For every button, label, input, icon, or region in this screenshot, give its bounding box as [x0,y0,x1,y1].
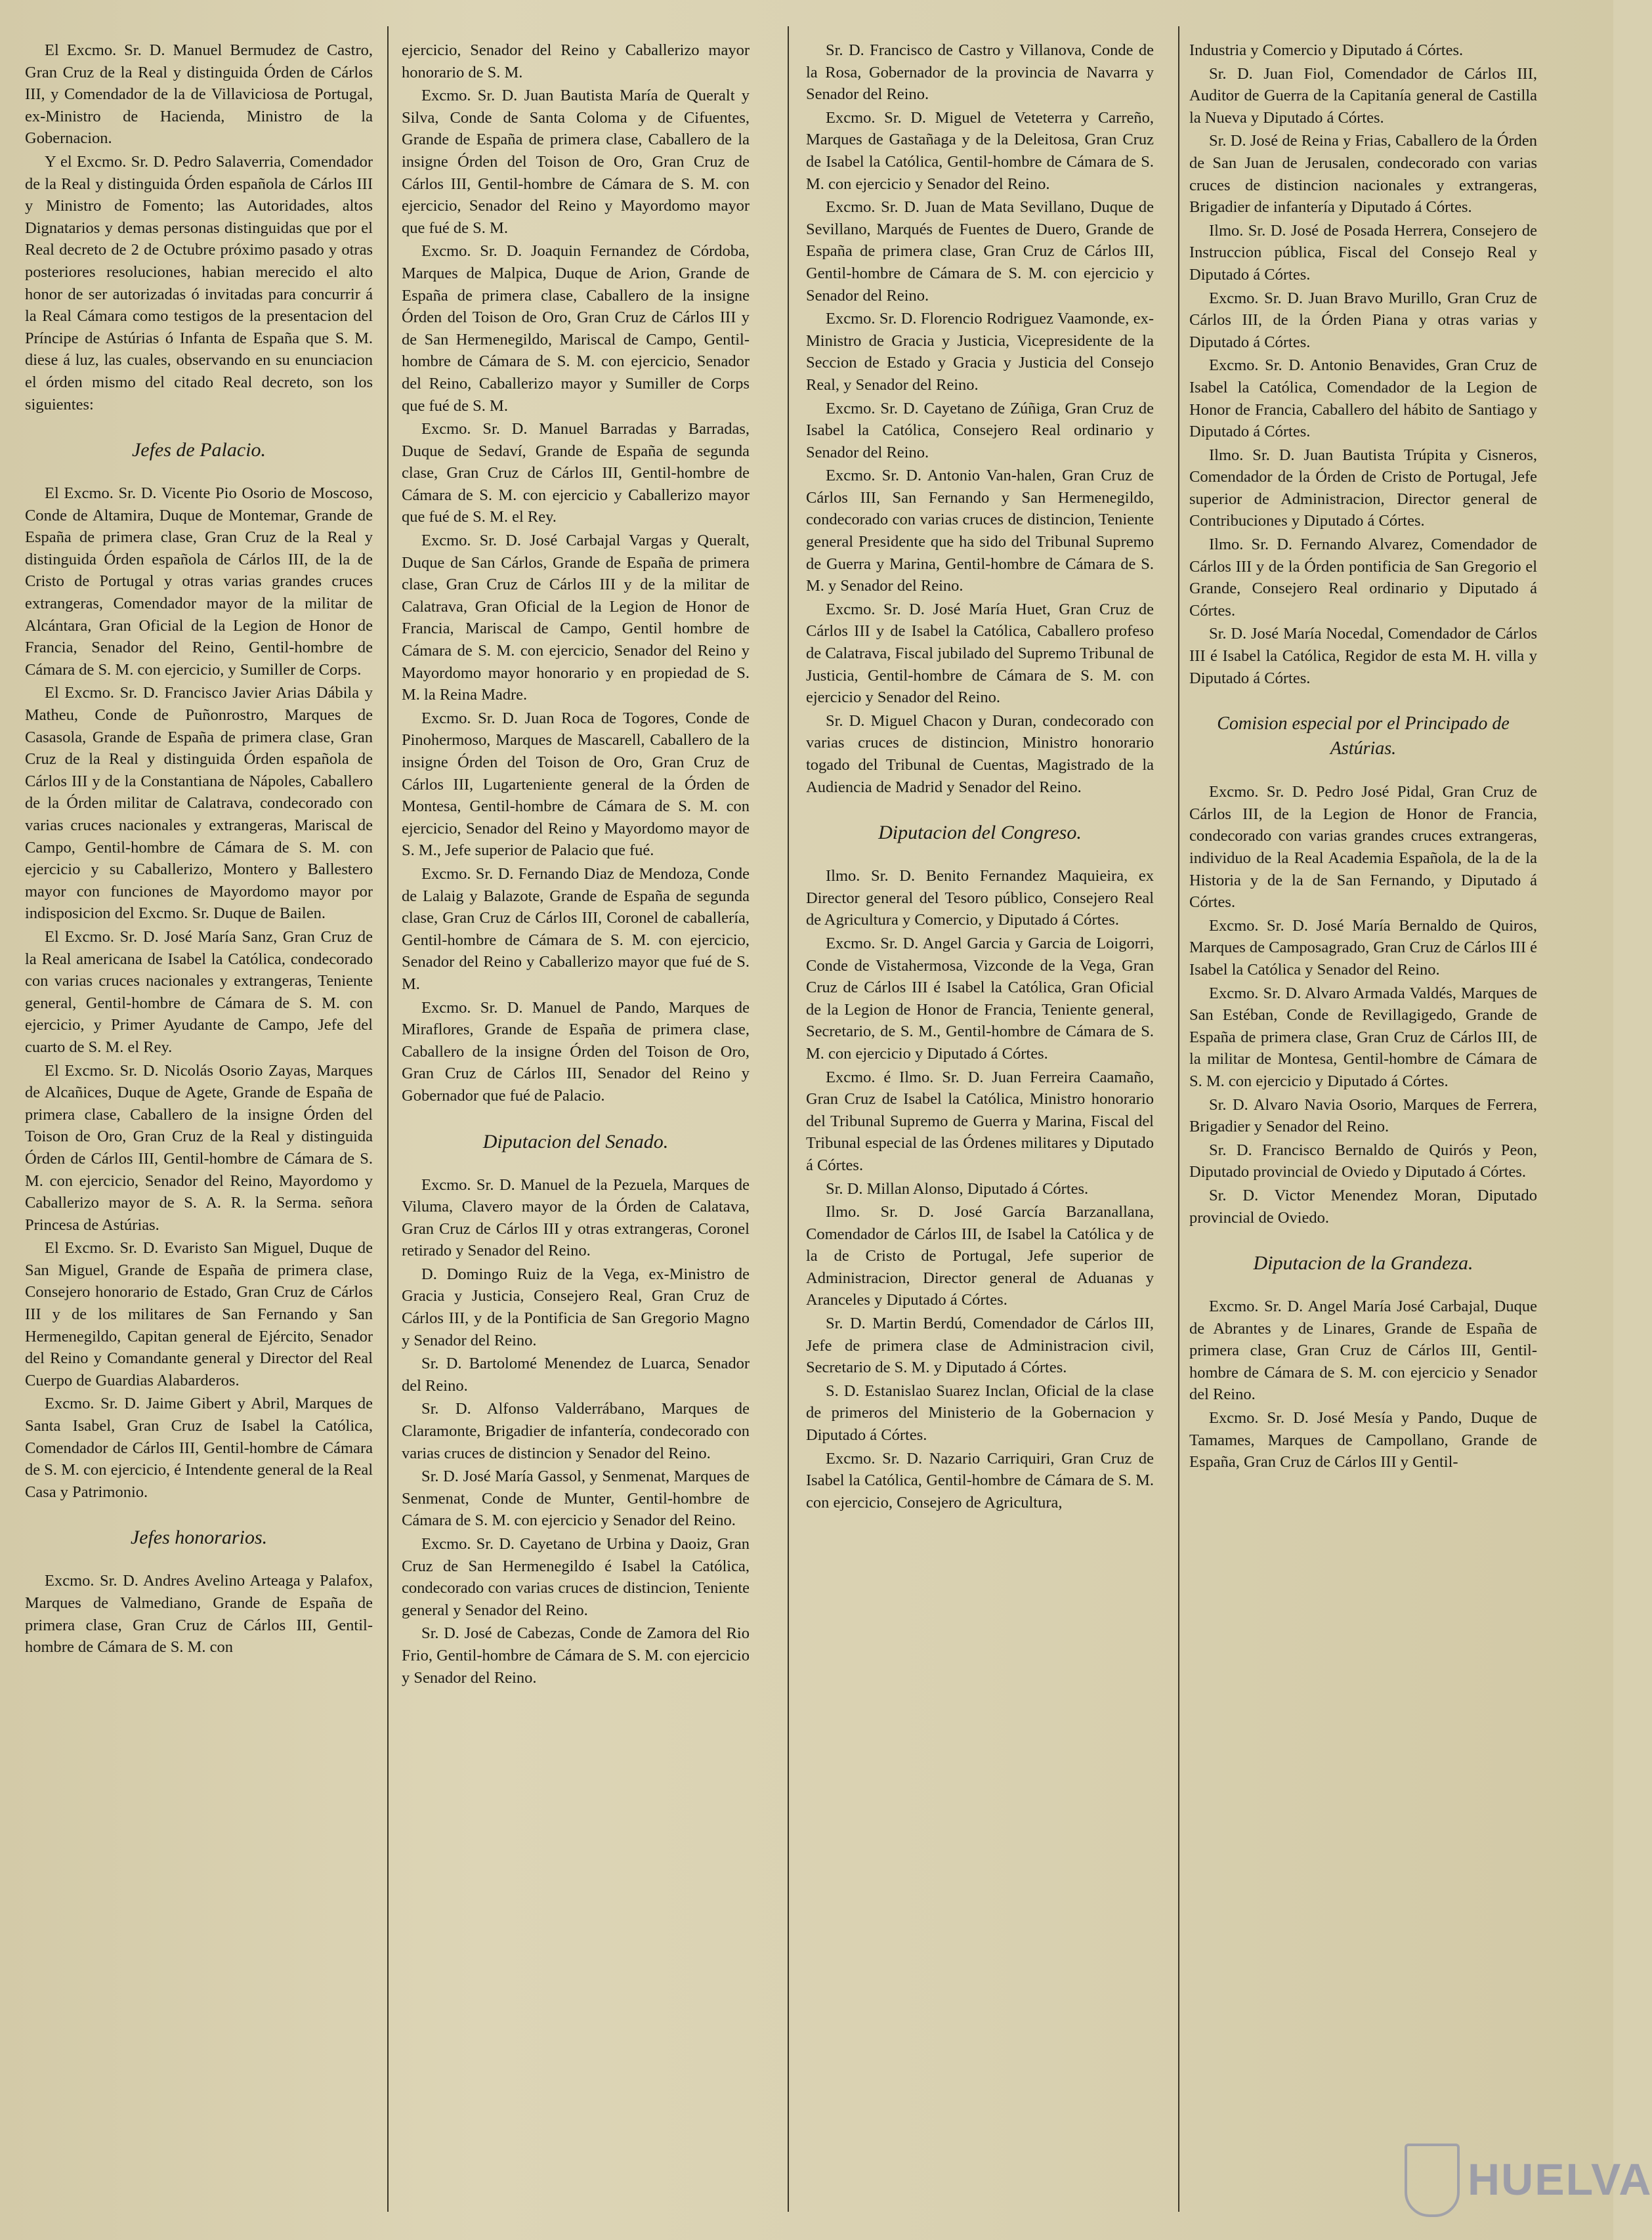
paragraph: Excmo. é Ilmo. Sr. D. Juan Ferreira Caamaño, Gran Cruz de Isabel la Católica, Ministro honorario del Tribunal Supremo de Guerra y Marina, Fiscal del Tribunal especial de las Órdenes militares y Diputado á Córtes. [806,1068,1154,1174]
paragraph: Excmo. Sr. D. Angel Garcia y Garcia de Loigorri, Conde de Vistahermosa, Vizconde de la Vega, Gran Cruz de Cárlos III é Isabel la Católica, Gran Oficial de la Legion de Honor de Francia, Teniente general, Secretario, de S. M., Gentil-hombre de Cámara de S. M. con ejercicio y Diputado á Córtes. [806,934,1154,1063]
paragraph: Ilmo. Sr. D. Benito Fernandez Maquieira, ex Director general del Tesoro público, Consejero Real de Agricultura y Comercio, y Diputado á Córtes. [806,867,1154,929]
paragraph: Ilmo. Sr. D. José García Barzanallana, Comendador de Cárlos III, de Isabel la Católica y de la de Cristo de Portugal, Jefe superior de Administracion, Director general de Aduanas y Aranceles y Diputado á Córtes. [806,1203,1154,1309]
section-heading: Jefes de Palacio. [131,439,266,461]
paragraph: Ilmo. Sr. D. José de Posada Herrera, Consejero de Instruccion pública, Fiscal del Consejo Real y Diputado á Córtes. [1189,221,1537,284]
paragraph: Excmo. Sr. D. Joaquin Fernandez de Córdoba, Marques de Malpica, Duque de Arion, Grande de España de primera clase, Caballero de la insigne Órden del Toison de Oro, Gran Cruz de Cárlos III y de San Hermenegildo, Mariscal de Campo, Gentil-hombre de Cámara de S. M. con ejercicio, Senador del Reino, Caballerizo mayor y Sumiller de Corps que fué de S. M. [402,242,750,415]
shield-icon [1405,2144,1460,2217]
archive-watermark [1405,2138,1652,2224]
paragraph: Excmo. Sr. D. Pedro José Pidal, Gran Cruz de Cárlos III, de la Legion de Honor de Francia, condecorado con varias grandes cruces extrangeras, individuo de la Real Academia Española, de la de la Historia y de la de San Fernando, y Diputado á Córtes. [1189,783,1537,912]
paragraph: Excmo. Sr. D. José María Huet, Gran Cruz de Cárlos III y de Isabel la Católica, Caballero profeso de Calatrava, Fiscal jubilado del Supremo Tribunal de Justicia, Gentil-hombre de Cámara de S. M. con ejercicio y Senador del Reino. [806,600,1154,707]
section-heading: Jefes honorarios. [130,1527,268,1549]
paragraph: Sr. D. José de Reina y Frias, Caballero de la Órden de San Juan de Jerusalen, condecorado con varias cruces de distincion nacionales y extrangeras, Brigadier de infantería y Diputado á Córtes. [1189,132,1537,217]
section-heading: Diputacion del Congreso. [878,822,1082,844]
paragraph: Sr. D. Victor Menendez Moran, Diputado provincial de Oviedo. [1189,1186,1537,1227]
paragraph: Ilmo. Sr. D. Fernando Alvarez, Comendador de Cárlos III y de la Órden pontificia de San Gregorio el Grande, Consejero Real ordinario y Diputado á Córtes. [1189,536,1537,620]
paragraph: Excmo. Sr. D. Nazario Carriquiri, Gran Cruz de Isabel la Católica, Gentil-hombre de Cámara de S. M. con ejercicio, Consejero de Agricultura, [806,1449,1154,1511]
column-3 [806,39,1154,1515]
paragraph: Y el Excmo. Sr. D. Pedro Salaverria, Comendador de la Real y distinguida Órden española de Cárlos III y Ministro de Fomento; las Autoridades, altos Dignatarios y demas personas distinguidas que por el Real decreto de 2 de Octubre próximo pasado y otras posteriores resoluciones, habian merecido el alto honor de ser autorizadas ó invitadas para concurrir á la Real Cámara como testigos de la presentacion del Príncipe de Astúrias ó Infanta de España que S. M. diese á luz, las cuales, observando en su enunciacion el órden mismo del citado Real decreto, son los siguientes: [25,152,373,413]
paragraph: ejercicio, Senador del Reino y Caballerizo mayor honorario de S. M. [402,41,750,81]
section-heading: Diputacion del Senado. [482,1130,669,1152]
paragraph: Excmo. Sr. D. Jaime Gibert y Abril, Marques de Santa Isabel, Gran Cruz de Isabel la Católica, Comendador de Cárlos III, Gentil-hombre de Cámara de S. M. con ejercicio, é Intendente general de la Real Casa y Patrimonio. [25,1395,373,1501]
paragraph: Ilmo. Sr. D. Juan Bautista Trúpita y Cisneros, Comendador de la Órden de Cristo de Portugal, Jefe superior de Administracion, Director general de Contribuciones y Diputado á Córtes. [1189,446,1537,530]
paragraph: Sr. D. Francisco Bernaldo de Quirós y Peon, Diputado provincial de Oviedo y Diputado á Córtes. [1189,1141,1537,1181]
paragraph: Industria y Comercio y Diputado á Córtes. [1189,41,1464,59]
paragraph: Sr. D. Alfonso Valderrábano, Marques de Claramonte, Brigadier de infantería, condecorado con varias cruces de distincion y Senador del Reino. [402,1400,750,1462]
paragraph: S. D. Estanislao Suarez Inclan, Oficial de la clase de primeros del Ministerio de la Gobernacion y Diputado á Córtes. [806,1382,1154,1445]
paragraph: Excmo. Sr. D. Antonio Van-halen, Gran Cruz de Cárlos III, San Fernando y San Hermenegildo, condecorado con varias cruces de distincion, Teniente general Presidente que ha sido del Tribunal Supremo de Guerra y Marina, Gentil-hombre de Cámara de S. M. y Senador del Reino. [806,467,1154,595]
column-2 [402,39,750,1690]
paragraph: Excmo. Sr. D. José Mesía y Pando, Duque de Tamames, Marques de Campollano, Grande de España, Gran Cruz de Cárlos III y Gentil- [1189,1409,1537,1471]
paragraph: Excmo. Sr. D. José Carbajal Vargas y Queralt, Duque de San Cárlos, Grande de España de primera clase, Gran Cruz de Cárlos III y de la militar de Calatrava, Gran Oficial de la Legion de Honor de Francia, Mariscal de Campo, Gentil hombre de Cámara de S. M. con ejercicio, Senador del Reino y Mayordomo mayor honorario y en propiedad de S. M. la Reina Madre. [402,532,750,704]
column-rule [387,26,389,2212]
paragraph: Excmo. Sr. D. Andres Avelino Arteaga y Palafox, Marques de Valmediano, Grande de España de primera clase, Gran Cruz de Cárlos III, Gentil-hombre de Cámara de S. M. con [25,1572,373,1657]
section-heading: Comision especial por el Principado de Astúrias. [1217,713,1510,759]
paragraph: Excmo. Sr. D. Angel María José Carbajal, Duque de Abrantes y de Linares, Grande de España de primera clase, Gran Cruz de Cárlos III, Gentil-hombre de Cámara de S. M. con ejercicio y Senador del Reino. [1189,1298,1537,1404]
paragraph: Sr. D. Bartolomé Menendez de Luarca, Senador del Reino. [402,1355,750,1395]
column-1 [25,39,373,1660]
paragraph: Excmo. Sr. D. Manuel de Pando, Marques de Miraflores, Grande de España de primera clase, Caballero de la insigne Órden del Toison de Oro, Gran Cruz de Cárlos III, Senador del Reino y Gobernador que fué de Palacio. [402,998,750,1105]
paragraph: Excmo. Sr. D. Juan Bravo Murillo, Gran Cruz de Cárlos III, de la Órden Piana y otras varias y Diputado á Córtes. [1189,289,1537,351]
paragraph: El Excmo. Sr. D. Manuel Bermudez de Castro, Gran Cruz de la Real y distinguida Órden de Cárlos III, y Comendador de la de Villaviciosa de Portugal, ex-Ministro de Hacienda, Ministro de la Gobernacion. [25,41,373,148]
paragraph: Sr. D. José María Nocedal, Comendador de Cárlos III é Isabel la Católica, Regidor de esta M. H. villa y Diputado á Córtes. [1189,625,1537,687]
paragraph: Excmo. Sr. D. Alvaro Armada Valdés, Marques de San Estéban, Conde de Revillagigedo, Grande de España de primera clase, Gran Cruz de Cárlos III, de la militar de Montesa, Gentil-hombre de Cámara de S. M. con ejercicio y Diputado á Córtes. [1189,984,1537,1090]
watermark-text: HUELVA [1468,2155,1652,2205]
paragraph: Excmo. Sr. D. Manuel Barradas y Barradas, Duque de Sedaví, Grande de España de segunda clase, Gran Cruz de Cárlos III, Gentil-hombre de Cámara de S. M. con ejercicio y Caballerizo mayor que fué de S. M. el Rey. [402,420,750,526]
paragraph: Excmo. Sr. D. José María Bernaldo de Quiros, Marques de Camposagrado, Gran Cruz de Cárlos III é Isabel la Católica y Senador del Reino. [1189,916,1537,979]
paragraph: D. Domingo Ruiz de la Vega, ex-Ministro de Gracia y Justicia, Consejero Real, Gran Cruz de Cárlos III, y de la Pontificia de San Gregorio Magno y Senador del Reino. [402,1265,750,1349]
paragraph: Sr. D. Miguel Chacon y Duran, condecorado con varias cruces de distincion, Ministro honorario togado del Tribunal de Cuentas, Magistrado de la Audiencia de Madrid y Senador del Reino. [806,711,1154,796]
section-heading: Diputacion de la Grandeza. [1253,1252,1473,1275]
paragraph: Excmo. Sr. D. Cayetano de Urbina y Daoiz, Gran Cruz de San Hermenegildo é Isabel la Católica, condecorado con varias cruces de distincion, Teniente general y Senador del Reino. [402,1535,750,1619]
paragraph: Excmo. Sr. D. Manuel de la Pezuela, Marques de Viluma, Clavero mayor de la Órden de Calatava, Gran Cruz de Cárlos III y otras extrangeras, Coronel retirado y Senador del Reino. [402,1175,750,1260]
paragraph: Excmo. Sr. D. Antonio Benavides, Gran Cruz de Isabel la Católica, Comendador de la Legion de Honor de Francia, Caballero del hábito de Santiago y Diputado á Córtes. [1189,356,1537,441]
paragraph: Excmo. Sr. D. Florencio Rodriguez Vaamonde, ex-Ministro de Gracia y Justicia, Vicepresidente de la Seccion de Estado y Gracia y Justicia del Consejo Real, y Senador del Reino. [806,310,1154,394]
paragraph: El Excmo. Sr. D. José María Sanz, Gran Cruz de la Real americana de Isabel la Católica, condecorado con varias cruces nacionales y extrangeras, Teniente general, Gentil-hombre de Cámara de S. M. con ejercicio, y Primer Ayudante de Campo, Jefe del cuarto de S. M. el Rey. [25,927,373,1056]
paragraph: Sr. D. Francisco de Castro y Villanova, Conde de la Rosa, Gobernador de la provincia de Navarra y Senador del Reino. [806,41,1154,104]
column-rule [1178,26,1179,2212]
paragraph: Sr. D. Alvaro Navia Osorio, Marques de Ferrera, Brigadier y Senador del Reino. [1189,1095,1537,1136]
column-rule [788,26,789,2212]
paragraph: El Excmo. Sr. D. Francisco Javier Arias Dábila y Matheu, Conde de Puñonrostro, Marques de Casasola, Grande de España de primera clase, Gran Cruz de la Real y distinguida Órden española de Cárlos III y de la Constantiana de Nápoles, Caballero de la Órden militar de Calatrava, condecorado con varias cruces nacionales y extrangeras, Mariscal de Campo, Gentil-hombre de Cámara de S. M. con ejercicio y su Caballerizo, Montero y Ballestero mayor con funciones de Mayordomo mayor por indisposicion del Excmo. Sr. Duque de Bailen. [25,684,373,923]
paragraph: Sr. D. José de Cabezas, Conde de Zamora del Rio Frio, Gentil-hombre de Cámara de S. M. con ejercicio y Senador del Reino. [402,1624,750,1687]
paragraph: Sr. D. Millan Alonso, Diputado á Córtes. [826,1179,1089,1198]
paragraph: Excmo. Sr. D. Cayetano de Zúñiga, Gran Cruz de Isabel la Católica, Consejero Real ordinario y Senador del Reino. [806,399,1154,461]
paragraph: Sr. D. Martin Berdú, Comendador de Cárlos III, Jefe de primera clase de Administracion civil, Secretario de S. M. y Diputado á Córtes. [806,1315,1154,1377]
paragraph: Excmo. Sr. D. Miguel de Veteterra y Carreño, Marques de Gastañaga y de la Deleitosa, Gran Cruz de Isabel la Católica, Gentil-hombre de Cámara de S. M. con ejercicio y Senador del Reino. [806,108,1154,193]
paragraph: Excmo. Sr. D. Fernando Diaz de Mendoza, Conde de Lalaig y Balazote, Grande de España de segunda clase, Gran Cruz de Cárlos III, Coronel de caballería, Gentil-hombre de Cámara de S. M. con ejercicio, Senador del Reino y Caballerizo mayor que fué de S. M. [402,864,750,993]
column-4 [1189,39,1537,1475]
paragraph: Sr. D. José María Gassol, y Senmenat, Marques de Senmenat, Conde de Munter, Gentil-hombre de Cámara de S. M. con ejercicio y Senador del Reino. [402,1468,750,1530]
paragraph: El Excmo. Sr. D. Evaristo San Miguel, Duque de San Miguel, Grande de España de primera clase, Consejero honorario de Estado, Gran Cruz de Cárlos III y de los militares de San Fernando y San Hermenegildo, Capitan general de Ejército, Senador del Reino y Comandante general y Director del Real Cuerpo de Guardias Alabarderos. [25,1239,373,1389]
paragraph: Sr. D. Juan Fiol, Comendador de Cárlos III, Auditor de Guerra de la Capitanía general de Castilla la Nueva y Diputado á Córtes. [1189,64,1537,127]
paragraph: Excmo. Sr. D. Juan Roca de Togores, Conde de Pinohermoso, Marques de Mascarell, Caballero de la insigne Órden del Toison de Oro, Gran Cruz de Cárlos III, Lugarteniente general de la Órden de Montesa, Gentil-hombre de Cámara de S. M. con ejercicio, Senador del Reino y Mayordomo mayor de S. M., Jefe superior de Palacio que fué. [402,709,750,860]
paragraph: Excmo. Sr. D. Juan de Mata Sevillano, Duque de Sevillano, Marqués de Fuentes de Duero, Grande de España de primera clase, Gran Cruz de Cárlos III, Gentil-hombre de Cámara de S. M. con ejercicio y Senador del Reino. [806,198,1154,305]
paragraph: Excmo. Sr. D. Juan Bautista María de Queralt y Silva, Conde de Santa Coloma y de Cifuentes, Grande de España de primera clase, Caballero de la insigne Órden del Toison de Oro, Gran Cruz de Cárlos III, Gentil-hombre de Cámara de S. M. con ejercicio, Senador del Reino y Mayordomo mayor que fué de S. M. [402,87,750,237]
paragraph: El Excmo. Sr. D. Nicolás Osorio Zayas, Marques de Alcañices, Duque de Agete, Grande de España de primera clase, Caballero de la insigne Órden del Toison de Oro, Gran Cruz de la Real y distinguida Órden de Cárlos III, Gentil-hombre de Cámara de S. M. con ejercicio, Senador del Reino, Mayordomo y Caballerizo mayor de S. A. R. la Serma. señora Princesa de Astúrias. [25,1061,373,1234]
paragraph: El Excmo. Sr. D. Vicente Pio Osorio de Moscoso, Conde de Altamira, Duque de Montemar, Grande de España de primera clase, Gran Cruz de la Real y distinguida Órden española de Cárlos III, de la de Cristo de Portugal y otras varias grandes cruces extrangeras, Comendador mayor de la militar de Alcántara, Gran Oficial de la Legion de Honor de Francia, Senador del Reino, Gentil-hombre de Cámara de S. M. con ejercicio, y Sumiller de Corps. [25,484,373,679]
